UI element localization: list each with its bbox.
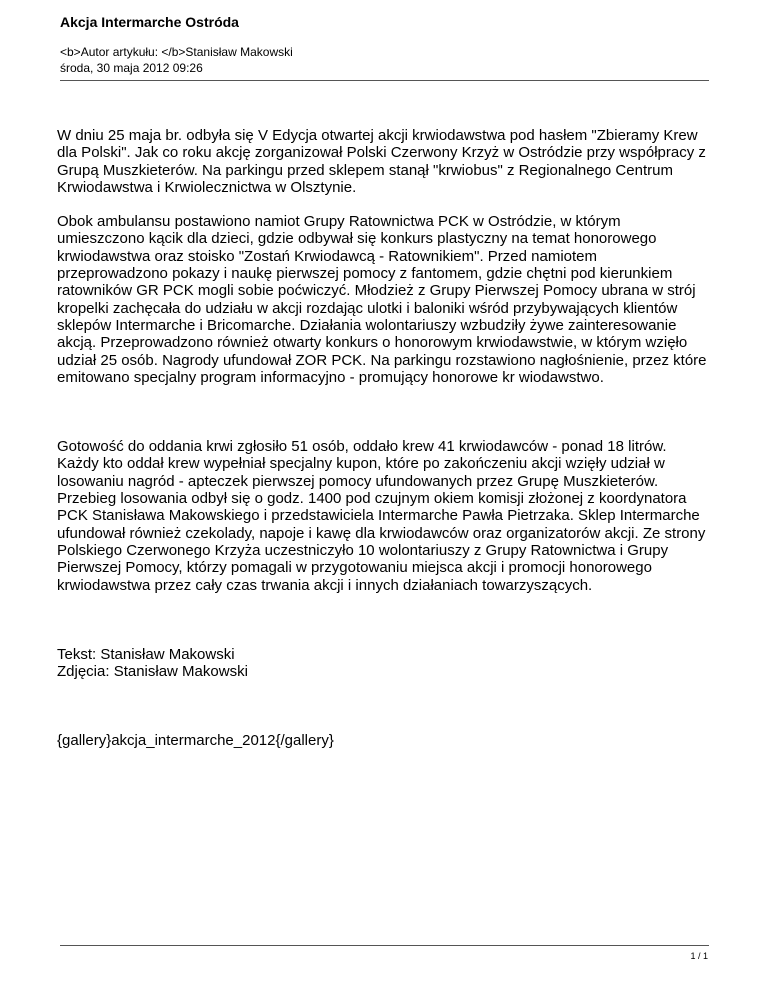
author-line: <b>Autor artykułu: </b>Stanisław Makowski (60, 45, 293, 59)
article-meta (60, 44, 293, 76)
footer-divider (60, 945, 709, 946)
page-number: 1 / 1 (690, 951, 708, 961)
gallery-tag: {gallery}akcja_intermarche_2012{/gallery} (57, 732, 334, 750)
paragraph-3: Gotowość do oddania krwi zgłosiło 51 osób, oddało krew 41 krwiodawców - ponad 18 litrów. Każdy kto oddał krew wypełniał specjalny kupon, które po zakończeniu akcji wzięły udział w losowaniu nagród - apteczek pierwszej pomocy ufundowanych przez Grupę Muszkieterów. Przebieg losowania odbył się o godz. 1400 pod czujnym okiem komisji złożonej z koordynatora PCK Stanisława Makowskiego i przedstawiciela Intermarche Pawła Pietrzaka. Sklep Intermarche ufundował również czekolady, napoje i kawę dla krwiodawców oraz organizatorów akcji. Ze strony Polskiego Czerwonego Krzyża uczestniczyło 10 wolontariuszy z Grupy Ratownictwa i Grupy Pierwszej Pomocy, którzy pomagali w przygotowaniu miejsca akcji i promocji honorowego krwiodawstwa przez cały czas trwania akcji i innych działaniach towarzyszących. (57, 438, 706, 594)
header-divider (60, 80, 709, 81)
article-body (57, 127, 712, 750)
credit-text: Tekst: Stanisław Makowski (57, 645, 235, 663)
paragraph-2: Obok ambulansu postawiono namiot Grupy Ratownictwa PCK w Ostródzie, w którym umieszczono kącik dla dzieci, gdzie odbywał się konkurs plastyczny na temat honorowego krwiodawstwa oraz stoisko "Zostań Krwiodawcą - Ratownikiem". Przed namiotem przeprowadzono pokazy i naukę pierwszej pomocy z fantomem, gdzie chętni pod kierunkiem ratowników GR PCK mogli sobie poćwiczyć. Młodzież z Grupy Pierwszej Pomocy ubrana w strój kropelki zachęcała do udziału w akcji rozdając ulotki i baloniki wśród przybywających klientów sklepów Intermarche i Bricomarche. Działania wolontariuszy wzbudziły żywe zainteresowanie akcją. Przeprowadzono również otwarty konkurs o honorowym krwiodawstwie, w którym wzięło udział 25 osób. Nagrody ufundował ZOR PCK. Na parkingu rozstawiono nagłośnienie, przez które emitowano specjalny program informacyjno - promujący honorowe kr wiodawstwo. (57, 213, 707, 386)
credits (57, 646, 712, 681)
credit-photos: Zdjęcia: Stanisław Makowski (57, 663, 248, 681)
paragraph-1: W dniu 25 maja br. odbyła się V Edycja otwartej akcji krwiodawstwa pod hasłem "Zbieramy Krew dla Polski". Jak co roku akcję zorganizował Polski Czerwony Krzyż w Ostródzie przy współpracy z Grupą Muszkieterów. Na parkingu przed sklepem stanął "krwiobus" z Regionalnego Centrum Krwiodawstwa i Krwiolecznictwa w Olsztynie. (57, 127, 706, 196)
page-title: Akcja Intermarche Ostróda (60, 14, 239, 30)
publish-date: środa, 30 maja 2012 09:26 (60, 61, 203, 75)
